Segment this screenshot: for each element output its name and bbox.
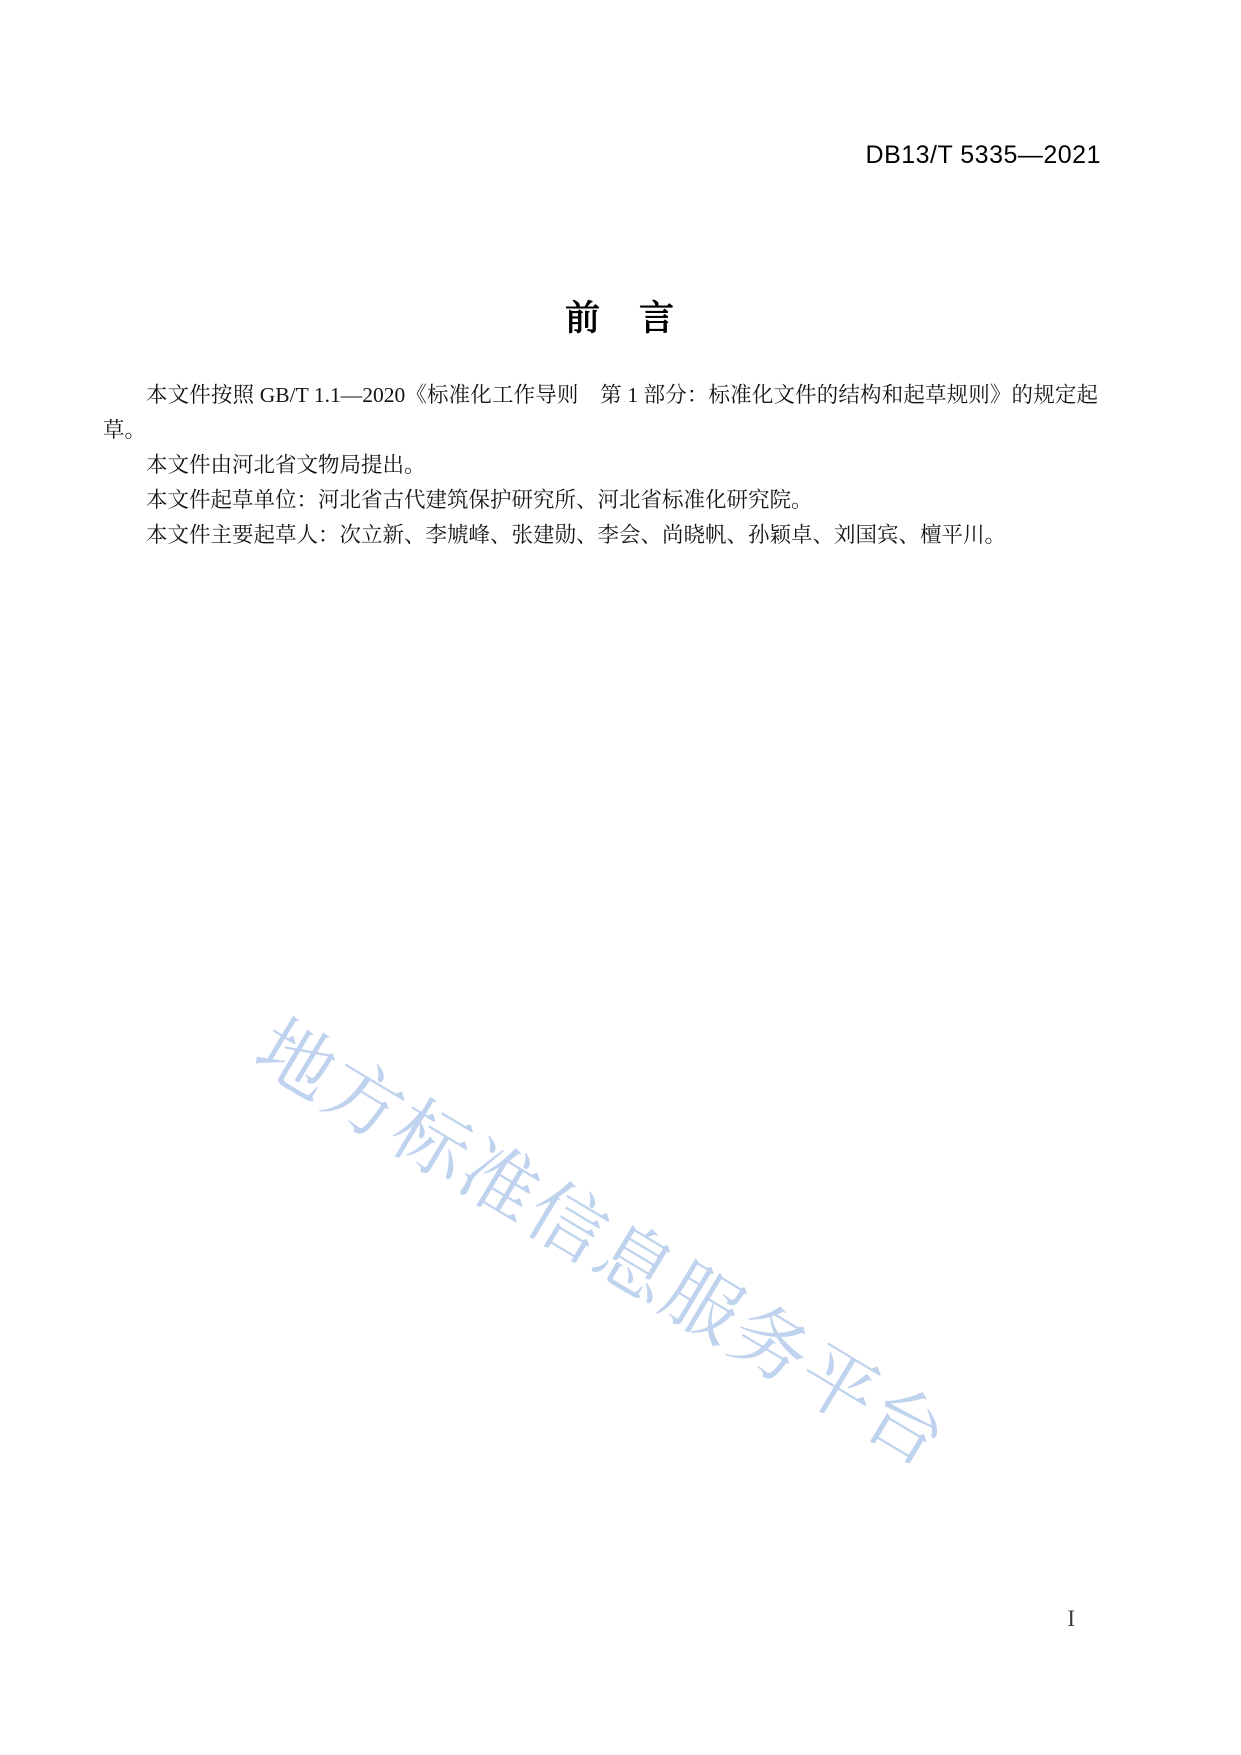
paragraph-main-drafters: 本文件主要起草人：次立新、李虓峰、张建勋、李会、尚晓帆、孙颖卓、刘国宾、檀平川。 bbox=[146, 523, 1007, 547]
page-number: I bbox=[1067, 1606, 1075, 1631]
foreword-body bbox=[103, 378, 1098, 553]
paragraph-drafting-organizations: 本文件起草单位：河北省古代建筑保护研究所、河北省标准化研究院。 bbox=[146, 488, 813, 512]
standard-code-header: DB13/T 5335—2021 bbox=[865, 141, 1101, 169]
diagonal-watermark: 地方标准信息服务平台 bbox=[241, 1005, 962, 1485]
paragraph-drafting-rules: 本文件按照 GB/T 1.1—2020《标准化工作导则 第 1 部分：标准化文件的结构和起草规则》的规定起草。 bbox=[103, 383, 1098, 442]
paragraph-proposed-by: 本文件由河北省文物局提出。 bbox=[146, 453, 426, 477]
page-title: 前 言 bbox=[564, 299, 676, 339]
